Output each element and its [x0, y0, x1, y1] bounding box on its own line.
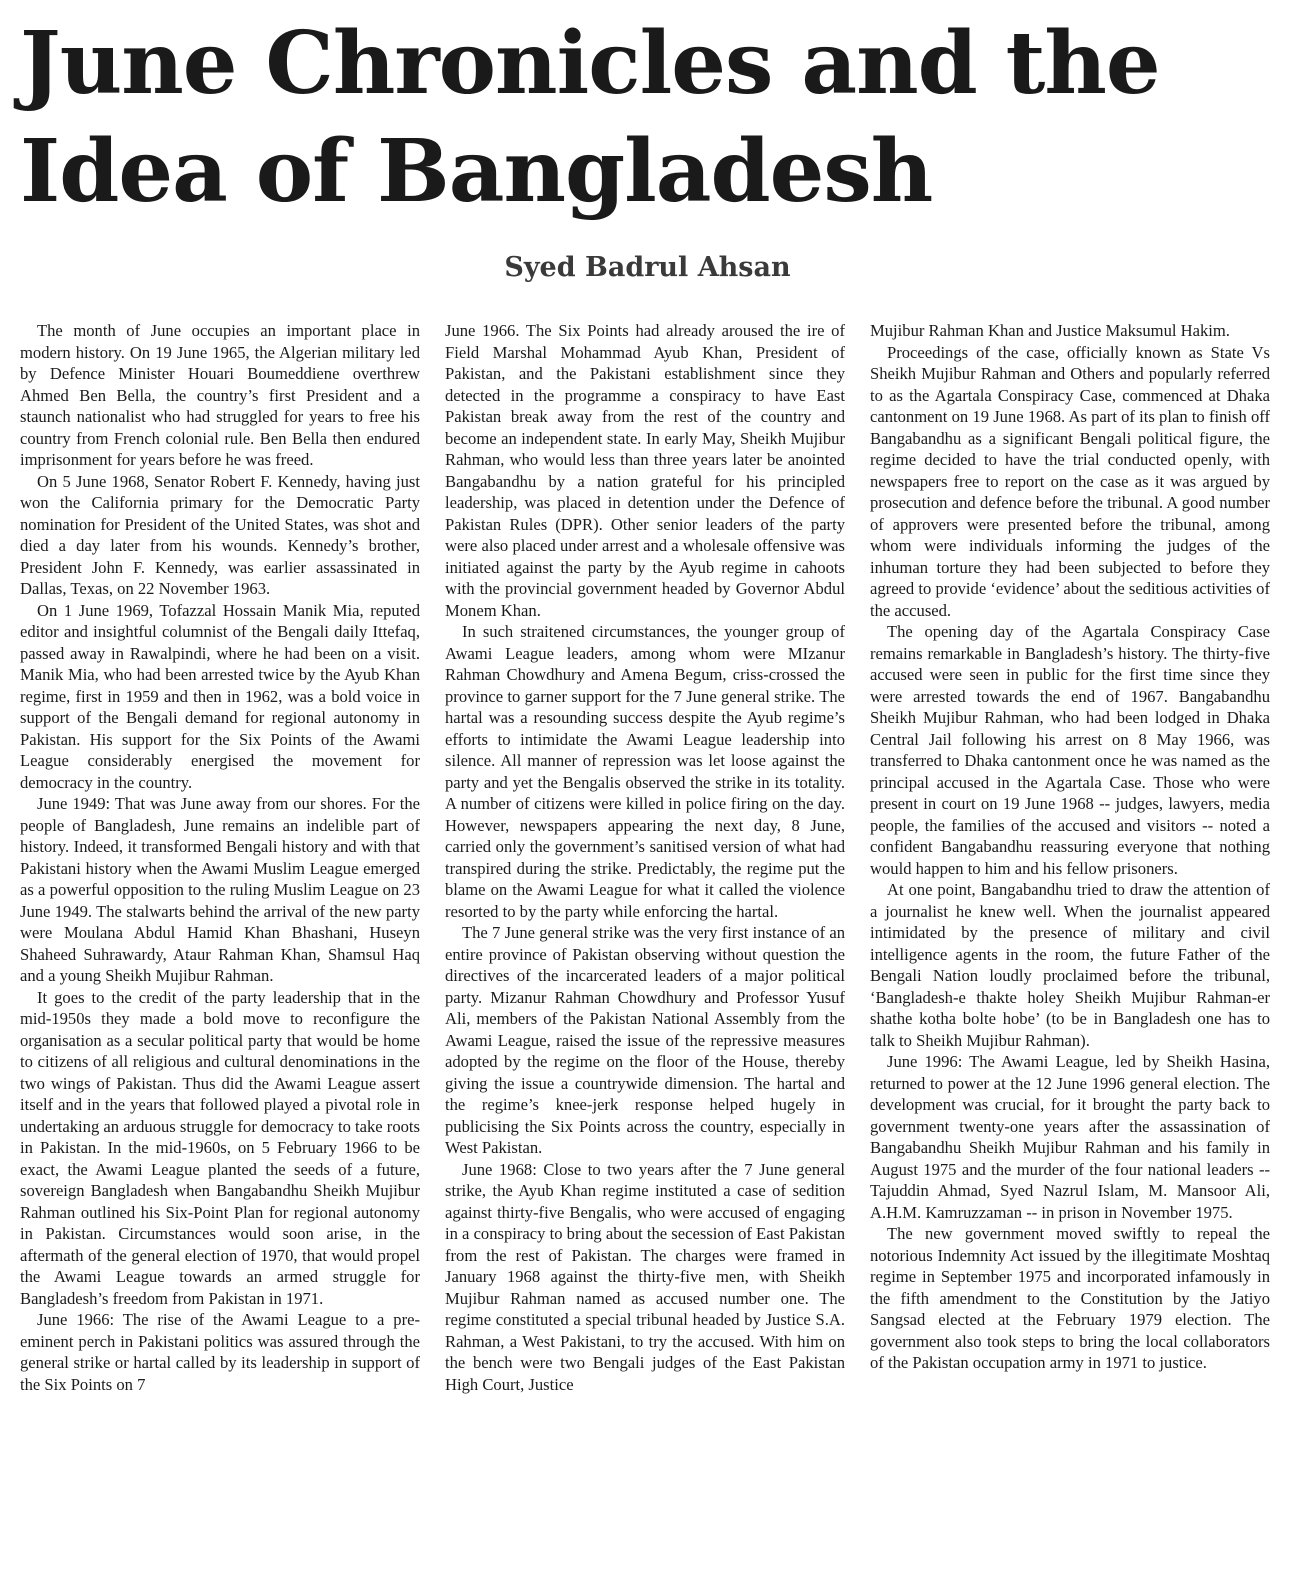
- article-paragraph: Mujibur Rahman Khan and Justice Maksumul Hakim.: [870, 321, 1230, 340]
- text-column-3: [870, 320, 1270, 1572]
- article-body: [20, 320, 1270, 1572]
- article-paragraph: On 1 June 1969, Tofazzal Hossain Manik Mia, reputed editor and insightful columnist of the Bengali daily Ittefaq, passed away in Rawalpindi, where he had been on a visit. Manik Mia, who had been arrested twice by the Ayub Khan regime, first in 1959 and then in 1962, was a bold voice in support of the Bengali demand for regional autonomy in Pakistan. His support for the Six Points of the Awami League considerably energised the movement for democracy in the country.: [20, 600, 420, 792]
- article-paragraph: Proceedings of the case, officially known as State Vs Sheikh Mujibur Rahman and Others and popularly referred to as the Agartala Conspiracy Case, commenced at Dhaka cantonment on 19 June 1968. As part of its plan to finish off Bangabandhu as a significant Bengali political figure, the regime decided to have the trial conducted openly, with newspapers free to report on the case as it was argued by prosecution and defence before the tribunal. A good number of approvers were presented before the tribunal, among whom were individuals informing the judges of the inhuman torture they had been subjected to before they agreed to provide ‘evidence’ about the seditious activities of the accused.: [870, 342, 1270, 620]
- text-column-1: [20, 320, 420, 1572]
- article-byline: Syed Badrul Ahsan: [504, 252, 791, 283]
- article-paragraph: June 1968: Close to two years after the 7 June general strike, the Ayub Khan regime instituted a case of sedition against thirty-five Bengalis, who were accused of engaging in a conspiracy to bring about the secession of East Pakistan from the rest of Pakistan. The charges were framed in January 1968 against the thirty-five men, with Sheikh Mujibur Rahman named as accused number one. The regime constituted a special tribunal headed by Justice S.A. Rahman, a West Pakistani, to try the accused. With him on the bench were two Bengali judges of the East Pakistan High Court, Justice: [445, 1159, 845, 1394]
- article-paragraph: The new government moved swiftly to repeal the notorious Indemnity Act issued by the illegitimate Moshtaq regime in September 1975 and incorporated infamously in the fifth amendment to the Constitution by the Jatiyo Sangsad elected at the February 1979 election. The government also took steps to bring the local collaborators of the Pakistan occupation army in 1971 to justice.: [870, 1224, 1270, 1372]
- article-paragraph: June 1949: That was June away from our shores. For the people of Bangladesh, June remains an indelible part of history. Indeed, it transformed Bengali history and with that Pakistani history when the Awami Muslim League emerged as a powerful opposition to the ruling Muslim League on 23 June 1949. The stalwarts behind the arrival of the new party were Moulana Abdul Hamid Khan Bhashani, Huseyn Shaheed Suhrawardy, Ataur Rahman Khan, Shamsul Haq and a young Sheikh Mujibur Rahman.: [20, 794, 420, 985]
- article-paragraph: On 5 June 1968, Senator Robert F. Kennedy, having just won the California primary for the Democratic Party nomination for President of the United States, was shot and died a day later from his wounds. Kennedy’s brother, President John F. Kennedy, was earlier assassinated in Dallas, Texas, on 22 November 1963.: [20, 471, 420, 598]
- article-paragraph: The 7 June general strike was the very first instance of an entire province of Pakistan observing without question the directives of the incarcerated leaders of a major political party. Mizanur Rahman Chowdhury and Professor Yusuf Ali, members of the Pakistan National Assembly from the Awami League, raised the issue of the repressive measures adopted by the regime on the floor of the House, thereby giving the issue a countrywide dimension. The hartal and the regime’s knee-jerk response helped hugely in publicising the Six Points across the country, especially in West Pakistan.: [445, 923, 845, 1157]
- article-paragraph: It goes to the credit of the party leadership that in the mid-1950s they made a bold move to reconfigure the organisation as a secular political party that would be home to citizens of all religious and cultural denominations in the two wings of Pakistan. Thus did the Awami League assert itself and in the years that followed played a pivotal role in undertaking an arduous struggle for democracy to take roots in Pakistan. In the mid-1960s, on 5 February 1966 to be exact, the Awami League planted the seeds of a future, sovereign Bangladesh when Bangabandhu Sheikh Mujibur Rahman outlined his Six-Point Plan for regional autonomy in Pakistan. Circumstances would soon arise, in the aftermath of the general election of 1970, that would propel the Awami League towards an armed struggle for Bangladesh’s freedom from Pakistan in 1971.: [20, 987, 420, 1308]
- article-paragraph: June 1996: The Awami League, led by Sheikh Hasina, returned to power at the 12 June 1996 general election. The development was crucial, for it brought the party back to government twenty-one years after the assassination of Bangabandhu Sheikh Mujibur Rahman and his family in August 1975 and the murder of the four national leaders -- Tajuddin Ahmad, Syed Nazrul Islam, M. Mansoor Ali, A.H.M. Kamruzzaman -- in prison in November 1975.: [870, 1052, 1270, 1222]
- article-paragraph: At one point, Bangabandhu tried to draw the attention of a journalist he knew well. When the journalist appeared intimidated by the presence of military and civil intelligence agents in the room, the future Father of the Bengali Nation loudly proclaimed before the tribunal, ‘Bangladesh-e thakte holey Sheikh Mujibur Rahman-er shathe kotha bolte hobe’ (to be in Bangladesh one has to talk to Sheikh Mujibur Rahman).: [870, 880, 1270, 1050]
- article-paragraph: In such straitened circumstances, the younger group of Awami League leaders, among whom were MIzanur Rahman Chowdhury and Amena Begum, criss-crossed the province to garner support for the 7 June general strike. The hartal was a resounding success despite the Ayub regime’s efforts to intimidate the Awami League leadership into silence. All manner of repression was let loose against the party and yet the Bengalis observed the strike in its totality. A number of citizens were killed in police firing on the day. However, newspapers appearing the next day, 8 June, carried only the government’s sanitised version of what had transpired during the strike. Predictably, the regime put the blame on the Awami League for what it called the violence resorted to by the party while enforcing the hartal.: [445, 622, 845, 921]
- article-paragraph: June 1966. The Six Points had already aroused the ire of Field Marshal Mohammad Ayub Khan, President of Pakistan, and the Pakistani establishment since they detected in the programme a conspiracy to have East Pakistan break away from the rest of the country and become an independent state. In early May, Sheikh Mujibur Rahman, who would less than three years later be anointed Bangabandhu by a nation grateful for his principled leadership, was placed in detention under the Defence of Pakistan Rules (DPR). Other senior leaders of the party were also placed under arrest and a wholesale offensive was initiated against the party by the Ayub regime in cahoots with the provincial government headed by Governor Abdul Monem Khan.: [445, 321, 845, 620]
- article-paragraph: June 1966: The rise of the Awami League to a pre-eminent perch in Pakistani politics was assured through the general strike or hartal called by its leadership in support of the Six Points on 7: [20, 1310, 420, 1394]
- text-column-2: [445, 320, 845, 1572]
- article-paragraph: The month of June occupies an important place in modern history. On 19 June 1965, the Algerian military led by Defence Minister Houari Boumeddiene overthrew Ahmed Ben Bella, the country’s first President and a staunch nationalist who had struggled for years to free his country from French colonial rule. Ben Bella then endured imprisonment for years before he was freed.: [20, 321, 420, 469]
- article-paragraph: The opening day of the Agartala Conspiracy Case remains remarkable in Bangladesh’s history. The thirty-five accused were seen in public for the first time since they were arrested towards the end of 1967. Bangabandhu Sheikh Mujibur Rahman, who had been lodged in Dhaka Central Jail following his arrest on 8 May 1966, was transferred to Dhaka cantonment once he was named as the principal accused in the Agartala Case. Those who were present in court on 19 June 1968 -- judges, lawyers, media people, the families of the accused and visitors -- noted a confident Bangabandhu reassuring everyone that nothing would happen to him and his fellow prisoners.: [870, 622, 1270, 878]
- article-headline: June Chronicles and the Idea of Bangladesh: [20, 13, 1160, 222]
